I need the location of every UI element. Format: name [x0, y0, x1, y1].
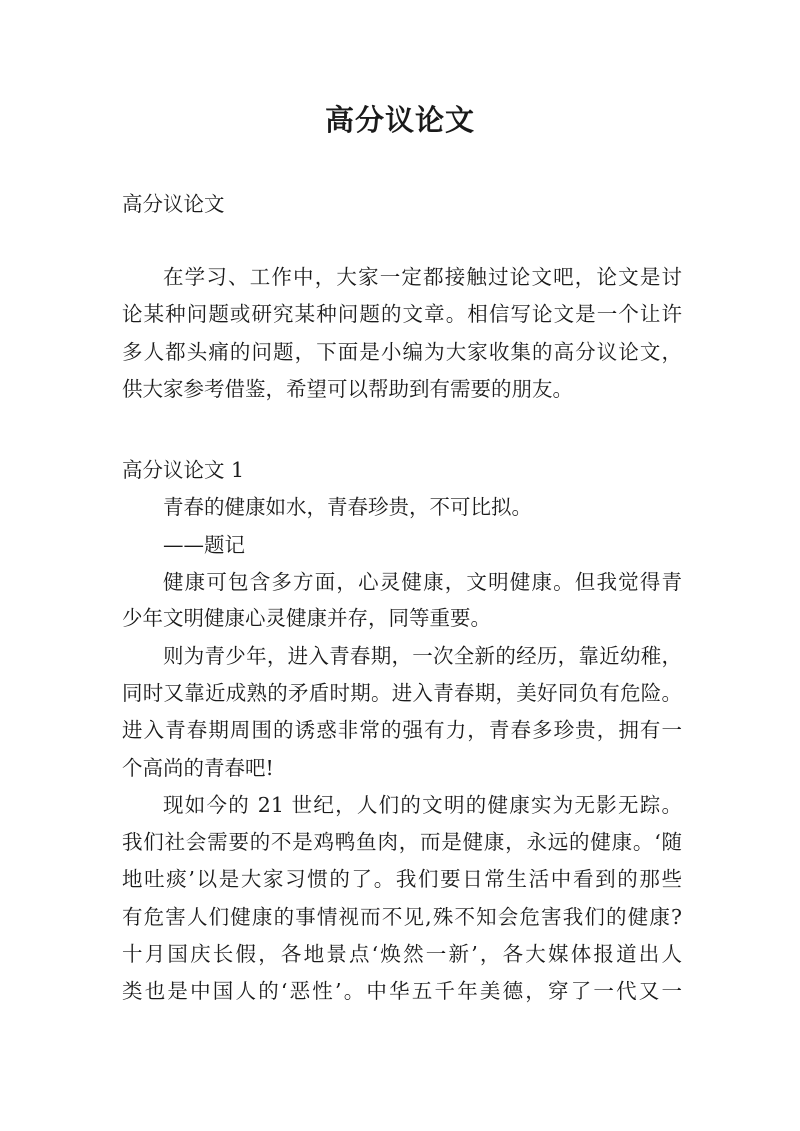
paragraph-line: 个高尚的青春吧! — [122, 756, 274, 780]
epigraph: 青春的健康如水，青春珍贵，不可比拟。 — [163, 495, 532, 519]
paragraph-line: 类也是中国人的‘恶性’。中华五千年美德，穿了一代又一 — [122, 979, 682, 1003]
epigraph-source: ——题记 — [163, 533, 245, 557]
intro-line: 多人都头痛的问题，下面是小编为大家收集的高分议论文， — [122, 340, 682, 364]
section-heading: 高分议论文 1 — [122, 458, 245, 482]
intro-line: 论某种问题或研究某种问题的文章。相信写论文是一个让许 — [122, 302, 682, 326]
paragraph-line: 现如今的 21 世纪，人们的文明的健康实为无影无踪。 — [163, 793, 682, 817]
paragraph-line: 同时又靠近成熟的矛盾时期。进入青春期，美好同负有危险。 — [122, 681, 682, 705]
paragraph-line: 健康可包含多方面，心灵健康，文明健康。但我觉得青 — [163, 570, 682, 594]
paragraph-line: 十月国庆长假，各地景点‘焕然一新’，各大媒体报道出人 — [122, 942, 682, 966]
intro-line: 在学习、工作中，大家一定都接触过论文吧，论文是讨 — [163, 265, 682, 289]
paragraph-line: 进入青春期周围的诱惑非常的强有力，青春多珍贵，拥有一 — [122, 718, 682, 742]
paragraph-line: 少年文明健康心灵健康并存，同等重要。 — [122, 606, 491, 630]
paragraph-line: 我们社会需要的不是鸡鸭鱼肉，而是健康，永远的健康。‘随 — [122, 830, 682, 854]
intro-line: 供大家参考借鉴，希望可以帮助到有需要的朋友。 — [122, 377, 573, 401]
paragraph-line: 则为青少年，进入青春期，一次全新的经历，靠近幼稚， — [163, 644, 682, 668]
document-title: 高分议论文 — [324, 103, 475, 137]
paragraph-line: 有危害人们健康的事情视而不见,殊不知会危害我们的健康? — [122, 905, 682, 929]
paragraph-line: 地吐痰’以是大家习惯的了。我们要日常生活中看到的那些 — [122, 867, 682, 891]
subtitle: 高分议论文 — [122, 192, 225, 216]
